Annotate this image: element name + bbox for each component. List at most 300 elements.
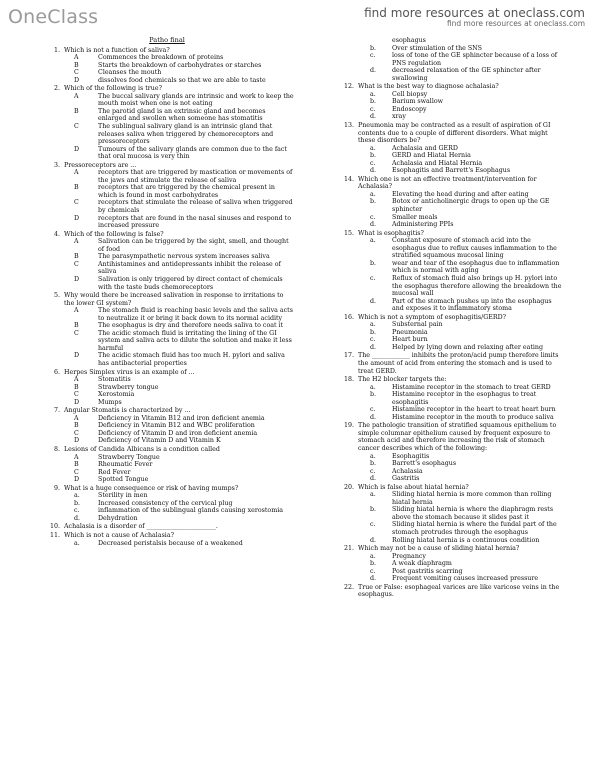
option-text: Deficiency of Vitamin D and iron deficient anemia — [98, 429, 258, 437]
option-text: Esophagitis — [392, 452, 430, 460]
option-letter: c. — [370, 336, 376, 344]
option-letter: D — [74, 76, 80, 84]
option-text: Sliding hiatal hernia is where the fundal part of the stomach protrudes through the esophagus — [392, 521, 557, 536]
option-letter: A — [74, 376, 79, 384]
question-text: Which is not a function of saliva? — [64, 46, 170, 54]
option-text: Achalasia and GERD — [392, 144, 458, 152]
right-question-list — [336, 83, 562, 599]
option-text: Heart burn — [392, 336, 428, 344]
question-text: The H2 blocker targets the: — [358, 376, 447, 384]
header-sublink[interactable]: find more resources at oneclass.com — [446, 19, 585, 28]
answer-option — [336, 560, 562, 568]
option-letter: B — [74, 107, 79, 115]
question-number: 2. — [53, 85, 60, 93]
option-text: Frequent vomiting causes increased pressure — [392, 575, 539, 583]
option-text: xray — [392, 113, 406, 121]
option-letter: A — [74, 307, 79, 315]
question-text: What is a huge consequence or risk of having mumps? — [64, 484, 239, 492]
option-text: The acidic stomach fluid is irritating the lining of the GI system and saliva acts to dilute the solution and make it less harmful — [98, 329, 292, 352]
answer-option — [40, 184, 294, 199]
answer-option — [336, 553, 562, 561]
question-item — [336, 545, 562, 553]
answer-option — [40, 469, 294, 477]
question-item — [336, 176, 562, 191]
option-letter: c. — [370, 567, 376, 575]
option-text: decreased relaxation of the GE sphincter after swallowing — [392, 67, 541, 82]
question-text: Herpes Simplex virus is an example of ... — [64, 368, 195, 376]
option-letter: d. — [370, 413, 377, 421]
option-text: Achalasia — [392, 467, 423, 475]
option-letter: d. — [370, 475, 377, 483]
option-letter: A — [74, 54, 79, 62]
question-text: Lesions of Candida Albicans is a condition called — [64, 445, 220, 453]
answer-option — [336, 275, 562, 298]
question-number: 16. — [343, 313, 354, 321]
option-letter: d. — [370, 113, 377, 121]
answer-option — [336, 67, 562, 82]
answer-option — [336, 221, 562, 229]
answer-option — [336, 106, 562, 114]
answer-option — [336, 45, 562, 53]
answer-option — [336, 537, 562, 545]
answer-option — [336, 336, 562, 344]
option-letter: D — [74, 275, 80, 283]
answer-option — [336, 98, 562, 106]
option-letter: D — [74, 437, 80, 445]
question-number: 1. — [53, 46, 60, 54]
answer-option — [40, 108, 294, 123]
question-text: Which is not a symptom of esophagitis/GERD? — [358, 313, 507, 321]
q11-continued-options — [336, 45, 562, 83]
option-text: The parotid gland is an extrinsic gland and becomes enlarged and swollen when someone has stomatitis — [98, 107, 266, 123]
answer-option — [336, 237, 562, 260]
option-letter: c. — [370, 467, 376, 475]
option-text: Salivation is only triggered by direct contact of chemicals with the taste buds chemoreceptors — [98, 275, 283, 291]
option-letter: d. — [370, 536, 377, 544]
answer-option — [40, 253, 294, 261]
question-item — [40, 446, 294, 454]
question-text: Which is false about hiatal hernia? — [358, 483, 469, 491]
answer-option — [336, 298, 562, 313]
answer-option — [40, 62, 294, 70]
question-item — [40, 47, 294, 55]
option-text: Histamine receptor in the mouth to produce saliva — [392, 413, 554, 421]
option-text: Botox or anticholinergic drugs to open up the GE sphincter — [392, 198, 550, 214]
question-number: 14. — [343, 175, 354, 183]
question-number: 4. — [53, 230, 60, 238]
option-text: Strawberry tongue — [98, 383, 159, 391]
option-text: Pregnancy — [392, 552, 426, 560]
option-text: Rheumatic Fever — [98, 461, 153, 469]
answer-option — [336, 384, 562, 392]
question-item — [40, 532, 294, 540]
option-text: Pneumonia — [392, 328, 428, 336]
option-letter: C — [74, 199, 79, 207]
option-letter: b. — [370, 259, 377, 267]
option-letter: A — [74, 453, 79, 461]
question-item — [40, 162, 294, 170]
option-letter: C — [74, 329, 79, 337]
answer-option — [336, 160, 562, 168]
option-letter: A — [74, 414, 79, 422]
option-letter: c. — [370, 406, 376, 414]
option-letter: a. — [370, 190, 376, 198]
option-text: Mumps — [98, 398, 122, 406]
option-letter: D — [74, 352, 80, 360]
option-text: Histamine receptor in the stomach to treat GERD — [392, 383, 551, 391]
option-letter: d. — [370, 343, 377, 351]
option-letter: A — [74, 238, 79, 246]
option-letter: d. — [74, 514, 81, 522]
option-text: Xerostomia — [98, 391, 135, 399]
option-letter: d. — [370, 167, 377, 175]
option-letter: C — [74, 391, 79, 399]
question-number: 10. — [49, 523, 60, 531]
option-text: Spotted Tongue — [98, 476, 149, 484]
right-column — [336, 37, 562, 599]
answer-option — [40, 123, 294, 146]
answer-option — [40, 384, 294, 392]
option-text: Endoscopy — [392, 105, 427, 113]
question-text: Which is not a cause of Achalasia? — [64, 532, 174, 539]
question-item — [40, 523, 294, 531]
option-text: Salivation can be triggered by the sight, smell, and thought of food — [98, 238, 289, 253]
question-number: 6. — [53, 368, 60, 376]
question-text: What is esophagitis? — [358, 229, 424, 237]
option-text: receptors that stimulate the release of saliva when triggered by chemicals — [98, 199, 293, 215]
option-text: Histamine receptor in the heart to treat heart burn — [392, 406, 556, 414]
answer-option — [40, 69, 294, 77]
option-letter: b. — [370, 560, 377, 568]
question-item — [40, 292, 294, 307]
option-letter: c. — [370, 521, 376, 529]
option-text: Histamine receptor in the esophagus to treat esophagitis — [392, 391, 537, 406]
answer-option — [40, 352, 294, 367]
answer-option — [336, 391, 562, 406]
option-text: The acidic stomach fluid has too much H. pylori and saliva has antibacterial properties — [98, 352, 285, 367]
option-letter: a. — [74, 539, 80, 547]
option-text: Barrett's esophagus — [392, 460, 457, 468]
answer-option — [40, 276, 294, 291]
question-text: Which of the following is true? — [64, 85, 162, 93]
option-letter: C — [74, 429, 79, 437]
answer-option — [336, 575, 562, 583]
option-letter: C — [74, 468, 79, 476]
answer-option — [40, 199, 294, 214]
answer-option — [40, 391, 294, 399]
question-item — [40, 369, 294, 377]
option-text: Elevating the head during and after eating — [392, 190, 529, 198]
question-text: Which may not be a cause of sliding hiatal hernia? — [358, 545, 520, 553]
option-letter: B — [74, 61, 79, 69]
answer-option — [336, 167, 562, 175]
answer-option — [336, 198, 562, 213]
answer-option — [40, 454, 294, 462]
option-letter: c. — [370, 52, 376, 60]
option-text: receptors that are triggered by the chemical present in which is found in most carbohydrates — [98, 184, 275, 199]
answer-option — [336, 475, 562, 483]
question-number: 20. — [343, 483, 354, 491]
option-letter: c. — [370, 159, 376, 167]
answer-option — [336, 468, 562, 476]
option-text: Sliding hiatal hernia is more common than rolling hiatal hernia — [392, 491, 552, 506]
option-letter: d. — [370, 575, 377, 583]
answer-option — [336, 214, 562, 222]
option-letter: B — [74, 422, 79, 430]
option-letter: b. — [370, 460, 377, 468]
answer-option — [40, 322, 294, 330]
option-text: Increased consistency of the cervical plug — [98, 499, 233, 507]
option-text: Starts the breakdown of carbohydrates or starches — [98, 61, 262, 69]
question-item — [336, 352, 562, 375]
answer-option — [336, 414, 562, 422]
question-text: Pressoreceptors are ... — [64, 161, 137, 169]
question-item — [336, 422, 562, 452]
answer-option — [40, 215, 294, 230]
question-number: 9. — [53, 484, 60, 492]
answer-option — [336, 260, 562, 275]
question-text: The ____________ inhibits the proton/acid pump therefore limits the amount of acid from entering the stomach and is used to treat GERD. — [358, 352, 559, 375]
header-link[interactable]: find more resources at oneclass.com — [364, 6, 585, 20]
question-text: Achalasia is a disorder of ______________________. — [64, 523, 218, 531]
option-letter: b. — [370, 328, 377, 336]
option-letter: B — [74, 184, 79, 192]
question-number: 3. — [53, 161, 60, 169]
answer-option — [336, 191, 562, 199]
option-text: Barium swallow — [392, 98, 444, 106]
question-number: 11. — [49, 532, 60, 539]
question-item — [40, 485, 294, 493]
option-letter: C — [74, 69, 79, 77]
answer-option — [40, 261, 294, 276]
option-letter: a. — [370, 491, 376, 499]
answer-option — [40, 146, 294, 161]
answer-option — [336, 460, 562, 468]
question-number: 7. — [53, 407, 60, 415]
answer-option — [40, 461, 294, 469]
option-text: inflammation of the sublingual glands causing xerostomia — [98, 507, 283, 515]
option-letter: b. — [370, 44, 377, 52]
answer-option — [40, 77, 294, 85]
answer-option — [40, 399, 294, 407]
question-text: Why would there be increased salivation in response to irritations to the lower GI system? — [64, 292, 284, 307]
question-number: 12. — [343, 83, 354, 91]
answer-option — [336, 491, 562, 506]
option-letter: c. — [370, 274, 376, 282]
question-text: The pathologic transition of stratified squamous epithelium to simple columnar epithelium caused by frequent exposure to stomach acid and therefore increasing the risk of stomach cancer describes which of the following: — [358, 422, 557, 452]
option-text: The sublingual salivary gland is an intrinsic gland that releases saliva when triggered by chemoreceptors and pressoreceptors — [98, 123, 274, 146]
option-letter: b. — [370, 506, 377, 514]
option-text: Smaller meals — [392, 213, 438, 221]
option-text: loss of tone of the GE sphincter because of a loss of PNS regulation — [392, 52, 558, 67]
option-letter: a. — [370, 321, 376, 329]
document-title: Patho final — [149, 36, 185, 44]
option-letter: d. — [370, 297, 377, 305]
answer-option — [40, 476, 294, 484]
answer-option — [336, 91, 562, 99]
option-text: dissolves food chemicals so that we are able to taste — [98, 76, 266, 84]
option-letter: c. — [370, 105, 376, 113]
option-letter: a. — [370, 552, 376, 560]
option-letter: b. — [370, 198, 377, 206]
answer-option — [336, 52, 562, 67]
option-text: Deficiency in Vitamin B12 and WBC proliferation — [98, 422, 255, 430]
question-number: 5. — [53, 292, 60, 300]
option-letter: D — [74, 145, 80, 153]
option-text: Achalasia and Hiatal Hernia — [392, 159, 483, 167]
option-letter: B — [74, 383, 79, 391]
answer-option — [40, 430, 294, 438]
question-number: 19. — [343, 422, 354, 430]
option-letter: D — [74, 214, 80, 222]
left-column — [40, 37, 294, 547]
option-text: Constant exposure of stomach acid into the esophagus due to reflux causes inflammation to the stratified squamous mucosal lining — [392, 237, 557, 260]
option-text: Strawberry Tongue — [98, 453, 160, 461]
question-number: 15. — [343, 229, 354, 237]
option-text: Reflux of stomach fluid also brings up H. pylori into the esophagus therefore allowing the breakdown the mucosal wall — [392, 274, 562, 298]
option-text: The parasympathetic nervous system increases saliva — [98, 253, 270, 261]
q11-continuation: esophagus — [392, 37, 426, 44]
answer-option — [40, 330, 294, 353]
answer-option — [40, 500, 294, 508]
option-text: GERD and Hiatal Hernia — [392, 152, 471, 160]
answer-option — [336, 453, 562, 461]
option-letter: d. — [370, 221, 377, 229]
option-letter: C — [74, 260, 79, 268]
option-letter: a. — [74, 492, 80, 500]
option-text: Part of the stomach pushes up into the esophagus and exposes it to inflammatory stoma — [392, 297, 552, 313]
question-number: 8. — [53, 445, 60, 453]
answer-option — [336, 329, 562, 337]
option-letter: D — [74, 476, 80, 484]
question-number: 17. — [343, 352, 354, 360]
question-text: Which one is not an effective treatment/intervention for Achalasia? — [358, 175, 537, 191]
question-item — [336, 122, 562, 145]
option-text: Cleanses the mouth — [98, 69, 162, 77]
option-text: Administering PPIs — [392, 221, 454, 229]
answer-option — [336, 506, 562, 521]
option-text: The buccal salivary glands are intrinsic and work to keep the mouth moist when one is not eating — [98, 92, 294, 108]
answer-option — [336, 113, 562, 121]
answer-option — [40, 437, 294, 445]
option-text: Over stimulation of the SNS — [392, 44, 482, 52]
option-text: Decreased peristalsis because of a weakened — [98, 539, 243, 547]
option-text: Sterility in men — [98, 492, 148, 500]
option-text: Gastritis — [392, 475, 420, 483]
answer-option — [336, 521, 562, 536]
answer-option — [40, 54, 294, 62]
answer-option — [40, 422, 294, 430]
question-item — [40, 407, 294, 415]
oneclass-logo[interactable]: OneClass — [8, 6, 99, 28]
option-text: Dehydration — [98, 514, 138, 522]
option-text: Sliding hiatal hernia is where the diaphragm rests above the stomach because it slides past it — [392, 506, 554, 521]
option-text: Commences the breakdown of proteins — [98, 54, 224, 62]
option-letter: c. — [74, 507, 80, 515]
answer-option — [40, 93, 294, 108]
option-text: receptors that are found in the nasal sinuses and respond to increased pressure — [98, 214, 291, 230]
option-letter: B — [74, 253, 79, 261]
option-letter: D — [74, 398, 80, 406]
option-text: Deficiency in Vitamin B12 and iron deficient anemia — [98, 414, 265, 422]
question-number: 22. — [343, 583, 354, 591]
question-number: 21. — [343, 545, 354, 553]
option-letter: C — [74, 123, 79, 131]
answer-option — [336, 568, 562, 576]
option-letter: a. — [370, 144, 376, 152]
answer-option — [336, 152, 562, 160]
question-number: 13. — [343, 122, 354, 130]
answer-option — [336, 344, 562, 352]
answer-option — [336, 321, 562, 329]
option-letter: b. — [370, 391, 377, 399]
option-text: Rolling hiatal hernia is a continuous condition — [392, 536, 540, 544]
question-number: 18. — [343, 376, 354, 384]
option-text: Red Fever — [98, 468, 131, 476]
answer-option — [40, 507, 294, 515]
option-letter: b. — [370, 152, 377, 160]
page-header — [0, 0, 595, 30]
answer-option — [40, 307, 294, 322]
option-letter: b. — [74, 499, 81, 507]
question-text: Pneumonia may be contracted as a result of aspiration of GI contents due to a couple of different disorders. What might these disorders be? — [358, 122, 551, 145]
question-item — [336, 230, 562, 238]
option-letter: d. — [370, 67, 377, 75]
option-text: The esophagus is dry and therefore needs saliva to coat it — [98, 322, 284, 330]
option-text: Antihistamines and antidepressants inhibit the release of saliva — [98, 260, 281, 276]
answer-option — [40, 238, 294, 253]
option-text: Cell biopsy — [392, 90, 428, 98]
answer-option — [40, 169, 294, 184]
option-letter: a. — [370, 237, 376, 245]
option-letter: a. — [370, 383, 376, 391]
question-item — [336, 584, 562, 599]
question-item — [336, 83, 562, 91]
option-text: The stomach fluid is reaching basic levels and the saliva acts to neutralize it or bring it back down to its normal acidity — [98, 307, 293, 322]
answer-option — [40, 376, 294, 384]
option-letter: A — [74, 169, 79, 177]
option-text: A weak diaphragm — [392, 560, 452, 568]
question-item — [336, 376, 562, 384]
question-item — [40, 231, 294, 239]
left-question-list — [40, 47, 294, 548]
question-text: Which of the following is false? — [64, 230, 164, 238]
question-text: What is the best way to diagnose achalasia? — [358, 83, 499, 91]
option-text: Tumours of the salivary glands are common due to the fact that oral mucosa is very thin — [98, 145, 287, 161]
option-letter: a. — [370, 452, 376, 460]
question-item — [40, 85, 294, 93]
answer-option — [40, 492, 294, 500]
answer-option — [336, 145, 562, 153]
question-text: True or False: esophageal varices are like varicose veins in the esophagus. — [358, 583, 560, 599]
question-item — [336, 314, 562, 322]
question-text: Angular Stomatis is characterized by ... — [64, 407, 191, 415]
option-letter: A — [74, 92, 79, 100]
option-text: Post gastritis scarring — [392, 567, 463, 575]
option-letter: B — [74, 322, 79, 330]
answer-option — [40, 515, 294, 523]
option-text: wear and tear of the esophagus due to inflammation which is normal with aging — [392, 259, 560, 275]
question-item — [336, 484, 562, 492]
option-letter: b. — [370, 98, 377, 106]
option-letter: B — [74, 461, 79, 469]
option-text: Deficiency of Vitamin D and Vitamin K — [98, 437, 221, 445]
option-text: Substernal pain — [392, 321, 443, 329]
option-text: receptors that are triggered by mastication or movements of the jaws and stimulate the release of saliva — [98, 169, 293, 184]
answer-option — [40, 415, 294, 423]
option-text: Stomatitis — [98, 376, 131, 384]
answer-option — [40, 540, 294, 548]
